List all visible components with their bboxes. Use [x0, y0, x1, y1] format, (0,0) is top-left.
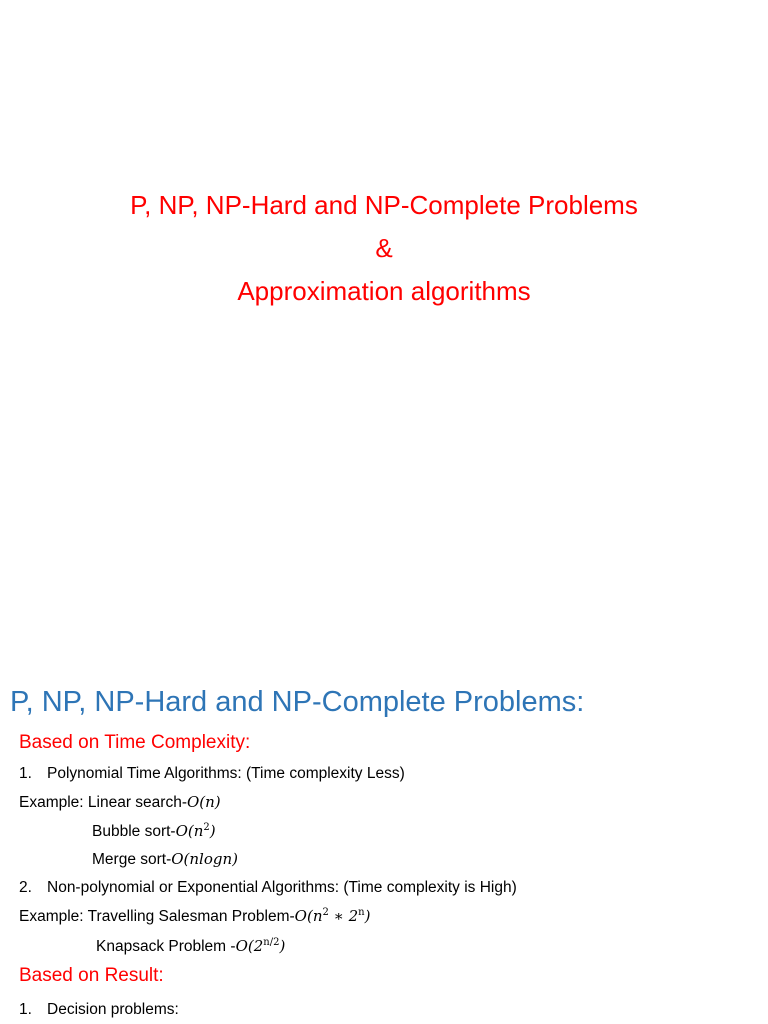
complexity-formula: O(n): [187, 793, 221, 811]
formula-multiply: ∗ 2: [328, 907, 359, 925]
section-heading-result: Based on Result:: [19, 965, 164, 986]
formula-close: ): [209, 822, 216, 840]
title-line-3: Approximation algorithms: [237, 276, 531, 306]
slide-title: P, NP, NP-Hard and NP-Complete Problems:: [10, 686, 585, 718]
list-item-text: Polynomial Time Algorithms: (Time complexity Less): [47, 765, 405, 782]
example-travelling-salesman: [19, 906, 370, 929]
example-merge-sort: [92, 849, 238, 870]
list-item-non-polynomial: [19, 878, 517, 898]
list-number: 1.: [19, 765, 32, 782]
list-number: 1.: [19, 1001, 32, 1018]
list-item-text: Non-polynomial or Exponential Algorithms: (Time complexity is High): [47, 879, 517, 896]
example-label: Merge sort-: [92, 851, 172, 868]
complexity-formula: [236, 937, 286, 955]
complexity-formula: O(nlogn): [171, 850, 239, 868]
example-label: Example: Linear search-: [19, 794, 187, 811]
formula-base: O(2: [235, 937, 264, 955]
formula-exponent: n/2: [263, 937, 280, 948]
list-item-polynomial: [19, 764, 405, 784]
list-item-text: Decision problems:: [47, 1001, 179, 1018]
list-number: 2.: [19, 879, 32, 896]
example-label: Example: Travelling Salesman Problem-: [19, 908, 295, 925]
formula-base: O(n: [175, 822, 204, 840]
example-knapsack: [96, 936, 285, 959]
complexity-formula: [176, 822, 216, 840]
formula-exponent: 2: [322, 907, 329, 918]
title-line-1: P, NP, NP-Hard and NP-Complete Problems: [130, 190, 638, 220]
formula-exponent: 2: [203, 822, 210, 833]
example-label: Knapsack Problem -: [96, 938, 236, 955]
title-line-2: &: [375, 233, 393, 263]
formula-close: ): [364, 907, 371, 925]
example-bubble-sort: [92, 821, 216, 844]
formula-exponent: n: [358, 907, 365, 918]
content-slide: [0, 662, 768, 1024]
example-linear-search: [19, 792, 221, 813]
list-item-decision-problems: [19, 1000, 179, 1020]
example-label: Bubble sort-: [92, 823, 176, 840]
section-heading-time-complexity: Based on Time Complexity:: [19, 732, 251, 753]
formula-close: ): [279, 937, 286, 955]
formula-base: O(n: [294, 907, 323, 925]
complexity-formula: [295, 907, 371, 925]
